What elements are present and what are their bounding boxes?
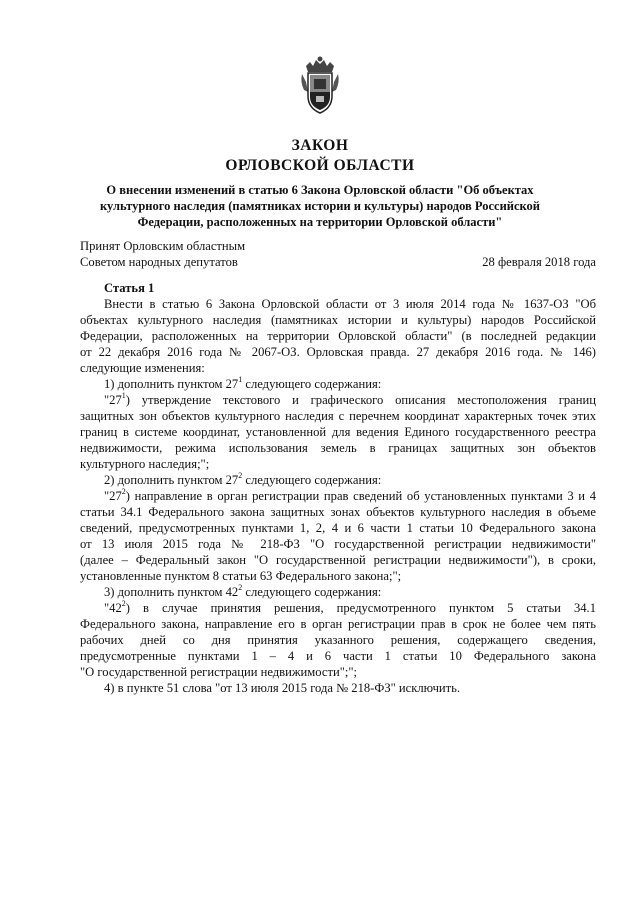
article-intro-line: следующие изменения: xyxy=(80,361,205,375)
law-subtitle: О внесении изменений в статью 6 Закона Орловской области "Об объектах культурного наследия (памятниках истории и культуры) народов Российской Федерации, расположенных на территории Орловской области" xyxy=(99,183,541,229)
adoption-line-2: Советом народных депутатов xyxy=(80,255,238,269)
item-3-text-first: "$42^2$) в случае принятия решения, предусмотренного пунктом 5 статьи 34.1 xyxy=(104,598,596,615)
coat-of-arms-icon xyxy=(296,52,344,116)
item-2-text-line: (далее – Федеральный закон "О государственной регистрации недвижимости"), в сроки, xyxy=(80,553,596,567)
item-2-text-line: сведений, предусмотренных пунктами 1, 2, 4 и 6 части 1 статьи 10 Федерального закона xyxy=(80,521,596,535)
item-1-text-line: недвижимости, режима использования земель в границах защитных зон объектов xyxy=(80,441,596,455)
article-heading: Статья 1 xyxy=(104,281,155,295)
item-2-text-line: установленные пунктом 8 статьи 63 Федерального закона;"; xyxy=(80,569,402,583)
article-intro-line: объектах культурного наследия (памятниках истории и культуры) народов Российской xyxy=(80,313,596,327)
item-3-label: 3) дополнить пунктом $42^2$ следующего содержания: xyxy=(104,582,382,599)
region-title: ОРЛОВСКОЙ ОБЛАСТИ xyxy=(225,157,415,174)
item-4-text: 4) в пункте 51 слова "от 13 июля 2015 года № 218-ФЗ" исключить. xyxy=(104,681,461,695)
item-3-text-line: "О государственной регистрации недвижимости";"; xyxy=(80,665,357,679)
article-intro-line: от 22 декабря 2016 года № 2067-ОЗ. Орловская правда. 27 декабря 2016 года. № 146) xyxy=(80,345,596,359)
adoption-date: 28 февраля 2018 года xyxy=(482,255,596,269)
item-1-text-line: защитных зон объектов культурного наследия с перечнем координат характерных точек этих xyxy=(80,409,596,423)
item-2-label: 2) дополнить пунктом $27^2$ следующего содержания: xyxy=(104,470,382,487)
article-intro-line: Федерации, расположенных на территории Орловской области" (в последней редакции xyxy=(80,329,596,343)
law-title: ЗАКОН xyxy=(291,137,349,154)
item-1-text-first: "$27^1$) утверждение текстового и графического описания местоположения границ xyxy=(104,390,596,407)
item-3-text-line: Федерального закона, направление его в орган регистрации прав в срок не более чем пять xyxy=(80,617,596,631)
item-3-text-line: предусмотренные пунктами 1 – 4 и 6 части 1 статьи 10 Федерального закона xyxy=(80,649,596,663)
article-intro-line: Внести в статью 6 Закона Орловской области от 3 июля 2014 года № 1637-ОЗ "Об xyxy=(104,297,596,311)
adoption-line-1: Принят Орловским областным xyxy=(80,239,246,253)
item-1-text-line: культурного наследия;"; xyxy=(80,457,210,471)
item-1-text-line: границ в системе координат, установленной для ведения Единого государственного реестра xyxy=(80,425,596,439)
item-2-text-line: от 13 июля 2015 года № 218-ФЗ "О государственной регистрации недвижимости" xyxy=(80,537,596,551)
item-3-text-line: рабочих дней со дня принятия указанного решения, содержащего сведения, xyxy=(80,633,596,647)
item-1-label: 1) дополнить пунктом $27^1$ следующего содержания: xyxy=(104,374,382,391)
item-2-text-line: статьи 34.1 Федерального закона защитных зонах объектов культурного наследия в объеме xyxy=(80,505,596,519)
item-2-text-first: "$27^2$) направление в орган регистрации прав сведений об установленных пунктами 3 и 4 xyxy=(104,486,596,503)
